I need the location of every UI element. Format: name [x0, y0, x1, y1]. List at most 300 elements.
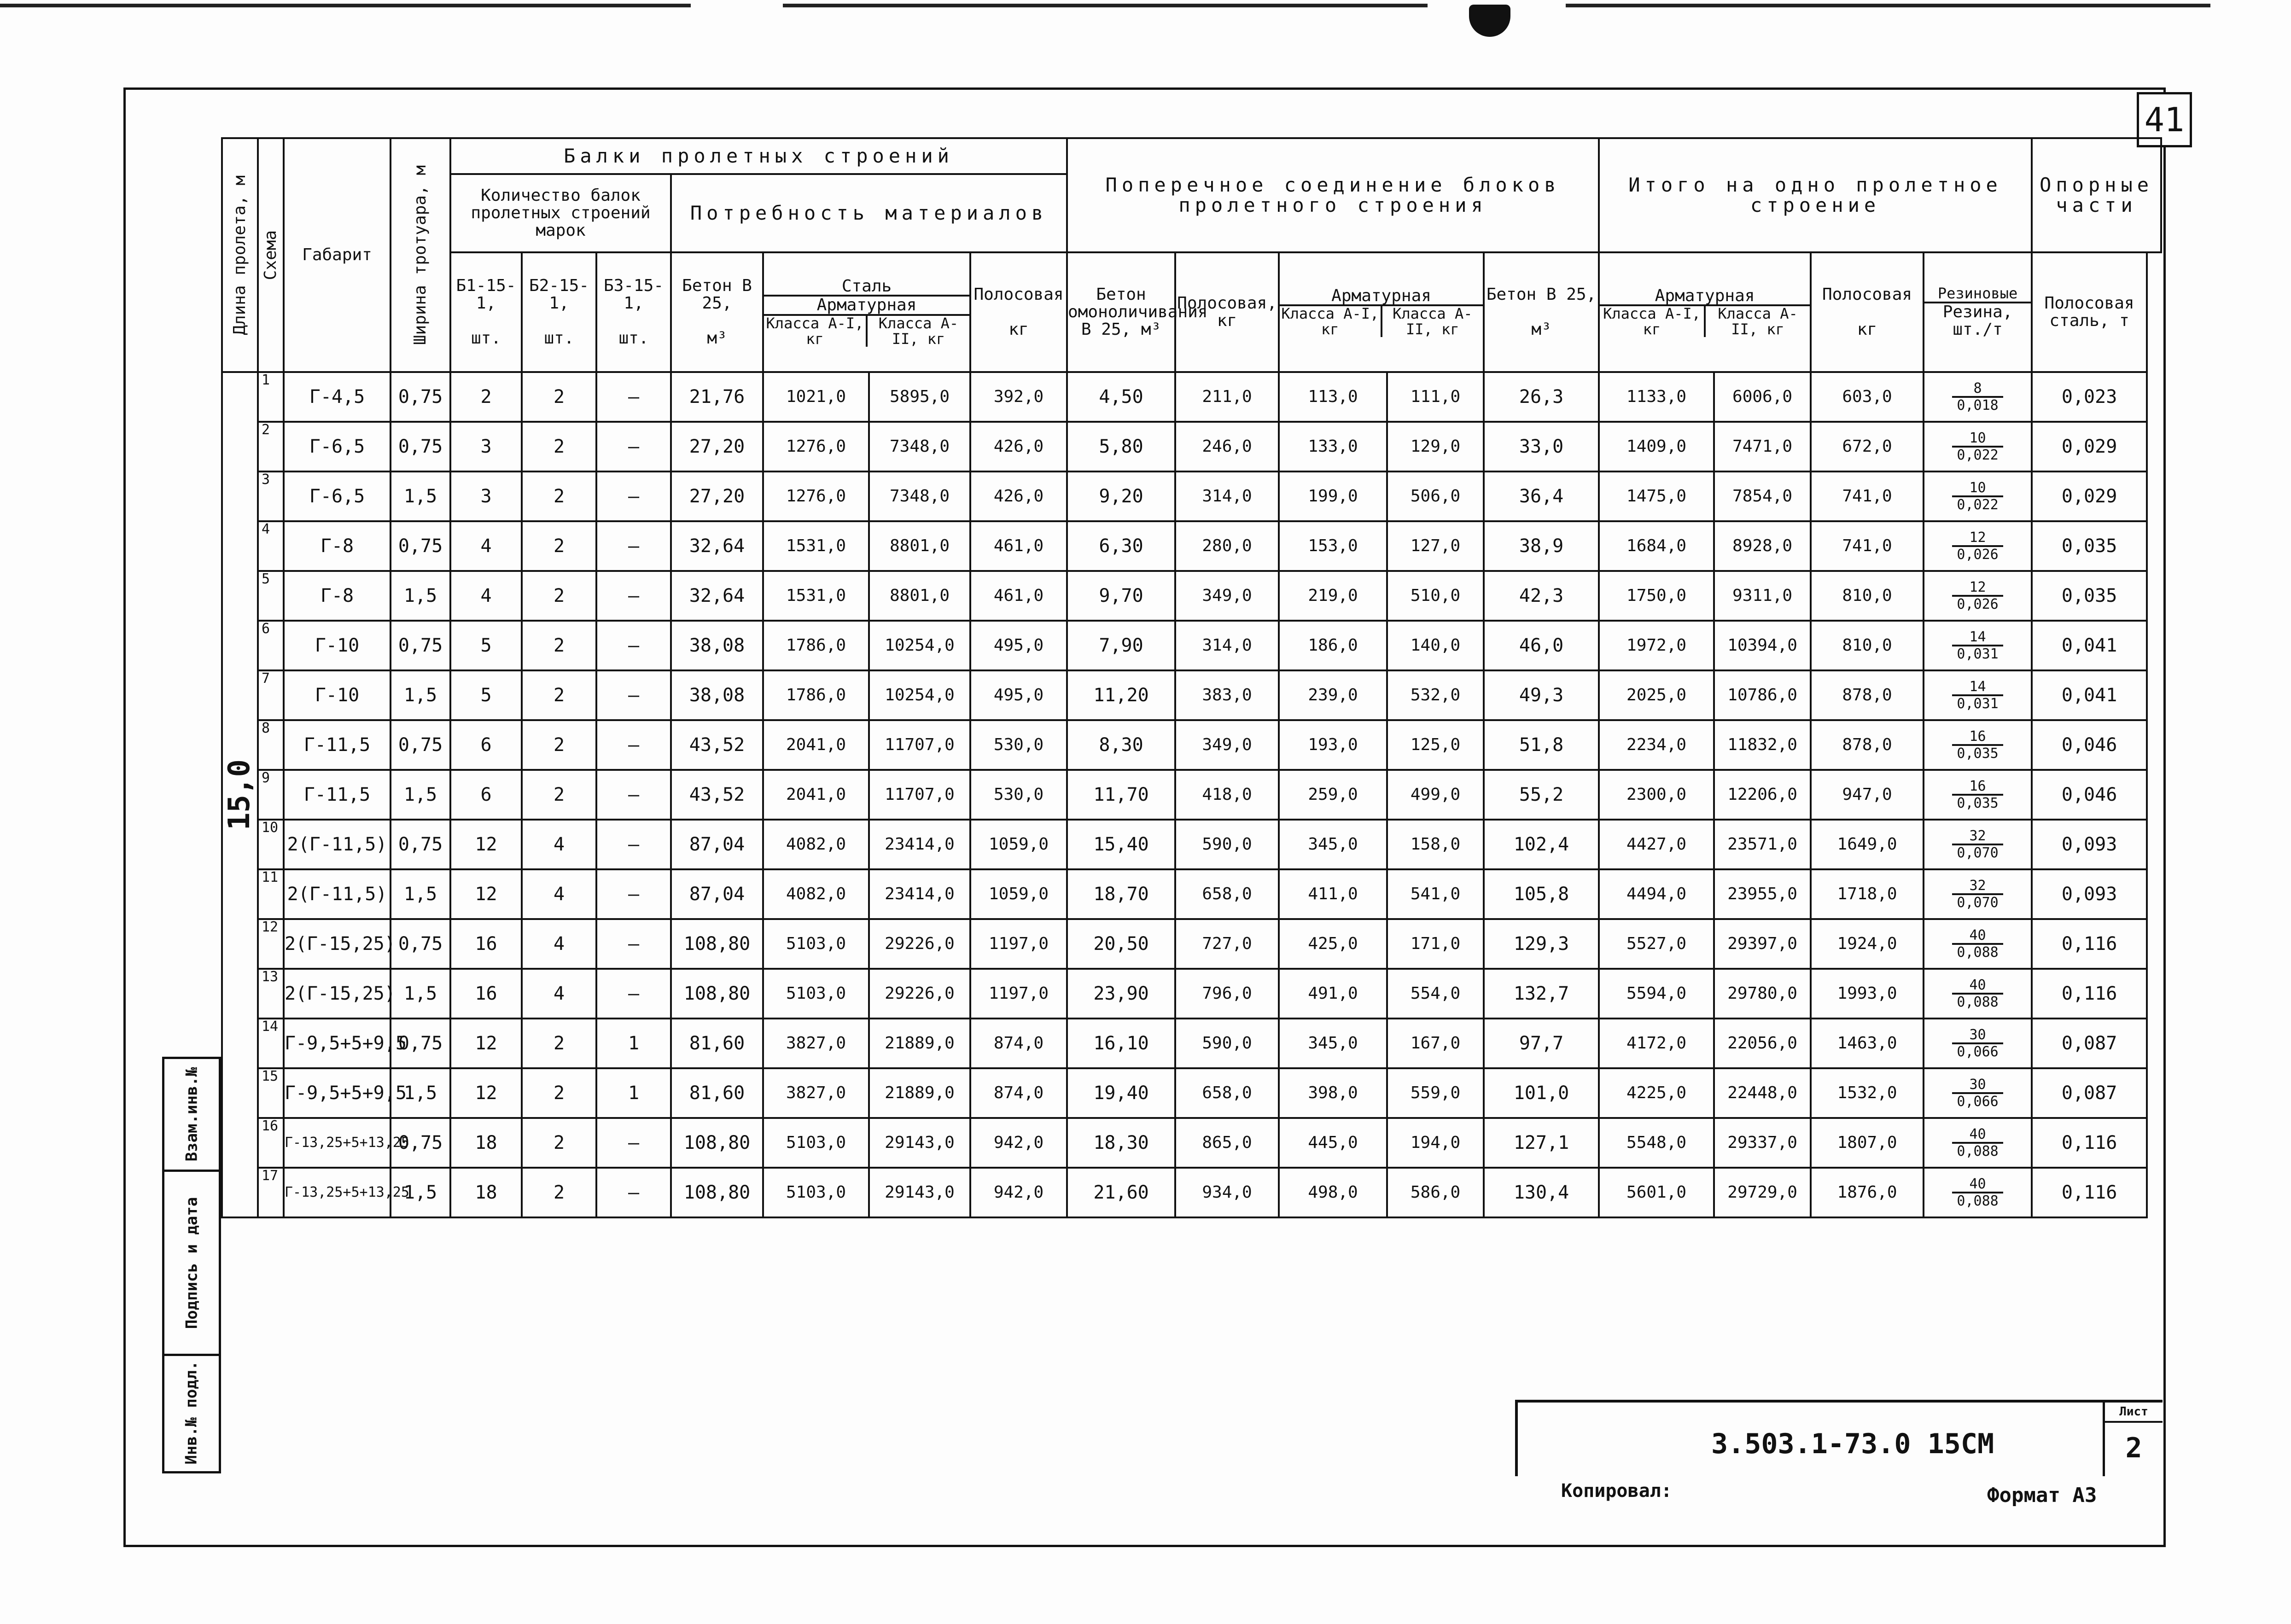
hdr-bearings: Опорные части — [2032, 138, 2161, 252]
table-cell: 11832,0 — [1714, 720, 1811, 770]
table-cell: 491,0 — [1279, 969, 1387, 1019]
table-cell: 942,0 — [970, 1168, 1067, 1217]
table-cell: 559,0 — [1387, 1068, 1484, 1118]
table-cell: — — [596, 770, 671, 820]
table-cell: 4172,0 — [1599, 1019, 1714, 1068]
table-cell: 6 — [258, 621, 284, 670]
table-cell: 87,04 — [671, 820, 763, 869]
table-cell: 1718,0 — [1811, 869, 1924, 919]
table-cell: $\frac{40}{0,088}$ — [1924, 1168, 2032, 1217]
table-cell: 12 — [450, 869, 522, 919]
table-cell: 874,0 — [970, 1019, 1067, 1068]
table-cell: 7348,0 — [869, 471, 970, 521]
table-cell: 1,5 — [391, 571, 450, 621]
table-cell: — — [596, 919, 671, 969]
table-cell: 193,0 — [1279, 720, 1387, 770]
table-cell: 2 — [522, 621, 596, 670]
table-cell: 2(Г-11,5) — [284, 869, 391, 919]
table-cell: 42,3 — [1484, 571, 1599, 621]
table-row — [222, 969, 2161, 1019]
table-cell: 186,0 — [1279, 621, 1387, 670]
table-cell: 510,0 — [1387, 571, 1484, 621]
table-cell: 219,0 — [1279, 571, 1387, 621]
table-cell: 947,0 — [1811, 770, 1924, 820]
table-row — [222, 770, 2161, 820]
table-cell: Г-13,25+5+13,25 — [284, 1118, 391, 1168]
table-cell: 349,0 — [1175, 720, 1279, 770]
table-cell: 2 — [522, 670, 596, 720]
table-cell: 426,0 — [970, 422, 1067, 471]
table-cell: 810,0 — [1811, 571, 1924, 621]
table-row — [222, 1168, 2161, 1217]
table-cell: 3827,0 — [763, 1019, 869, 1068]
table-cell: 741,0 — [1811, 471, 1924, 521]
table-cell: $\frac{14}{0,031}$ — [1924, 621, 2032, 670]
table-cell: $\frac{40}{0,088}$ — [1924, 1118, 2032, 1168]
col-joint-strip: Полосовая, кг — [1175, 252, 1279, 372]
table-cell: 5103,0 — [763, 1118, 869, 1168]
table-cell: 51,8 — [1484, 720, 1599, 770]
table-cell: Г-8 — [284, 521, 391, 571]
table-cell: 0,029 — [2032, 471, 2147, 521]
table-cell: 16 — [450, 969, 522, 1019]
table-cell: Г-13,25+5+13,25 — [284, 1168, 391, 1217]
table-cell: Г-6,5 — [284, 422, 391, 471]
col-rubber: Резиновые Резина, шт./т — [1924, 252, 2032, 372]
table-cell: 38,08 — [671, 621, 763, 670]
table-cell: 10 — [258, 820, 284, 869]
table-cell: $\frac{10}{0,022}$ — [1924, 471, 2032, 521]
table-cell: 2 — [522, 720, 596, 770]
table-cell: 111,0 — [1387, 372, 1484, 422]
ink-blot — [1469, 5, 1510, 37]
table-cell: 129,3 — [1484, 919, 1599, 969]
table-cell: 11,20 — [1067, 670, 1175, 720]
col-rebar: Сталь Арматурная Класса А-I, кг Класса А-II, кг — [763, 252, 970, 372]
table-cell: Г-9,5+5+9,5 — [284, 1019, 391, 1068]
table-cell: 741,0 — [1811, 521, 1924, 571]
table-cell: 11707,0 — [869, 720, 970, 770]
table-row — [222, 471, 2161, 521]
table-cell: 1,5 — [391, 1068, 450, 1118]
table-cell: 8801,0 — [869, 521, 970, 571]
table-cell: 530,0 — [970, 770, 1067, 820]
table-cell: 10394,0 — [1714, 621, 1811, 670]
table-cell: 8801,0 — [869, 571, 970, 621]
table-cell: — — [596, 969, 671, 1019]
col-concrete: Бетон В 25, м³ — [671, 252, 763, 372]
hdr-cross-joint: Поперечное соединение блоков пролетного строения — [1067, 138, 1599, 252]
table-cell: 0,75 — [391, 1118, 450, 1168]
table-cell: 29226,0 — [869, 969, 970, 1019]
table-cell: 5527,0 — [1599, 919, 1714, 969]
table-cell: — — [596, 670, 671, 720]
table-cell: 22056,0 — [1714, 1019, 1811, 1068]
table-cell: 43,52 — [671, 770, 763, 820]
table-cell: 32,64 — [671, 521, 763, 571]
table-cell: 8928,0 — [1714, 521, 1811, 571]
side-stamp-cell: Взам.инв.№ — [164, 1059, 219, 1172]
table-cell: 506,0 — [1387, 471, 1484, 521]
table-row — [222, 372, 2161, 422]
hdr-materials: Потребность материалов — [671, 174, 1067, 252]
table-cell: 4 — [522, 969, 596, 1019]
table-cell: 425,0 — [1279, 919, 1387, 969]
table-cell: $\frac{16}{0,035}$ — [1924, 720, 2032, 770]
table-cell: 32,64 — [671, 571, 763, 621]
table-cell: 1 — [596, 1019, 671, 1068]
table-cell: 11 — [258, 869, 284, 919]
table-cell: 1924,0 — [1811, 919, 1924, 969]
table-cell: 12 — [450, 1019, 522, 1068]
table-cell: 2 — [522, 571, 596, 621]
table-cell: 133,0 — [1279, 422, 1387, 471]
table-cell: 1972,0 — [1599, 621, 1714, 670]
table-cell: 108,80 — [671, 919, 763, 969]
sheet-box — [2103, 1403, 2163, 1476]
table-cell: 0,035 — [2032, 571, 2147, 621]
table-cell: 0,75 — [391, 1019, 450, 1068]
table-row — [222, 670, 2161, 720]
col-b2: Б2-15-1, шт. — [522, 252, 596, 372]
table-cell: 1786,0 — [763, 621, 869, 670]
table-cell: Г-10 — [284, 621, 391, 670]
col-strip: Полосовая кг — [970, 252, 1067, 372]
table-cell: 461,0 — [970, 521, 1067, 571]
table-cell: 1531,0 — [763, 521, 869, 571]
table-cell: 15 — [258, 1068, 284, 1118]
table-cell: Г-4,5 — [284, 372, 391, 422]
table-cell: 5,80 — [1067, 422, 1175, 471]
hdr-total: Итого на одно пролетное строение — [1599, 138, 2032, 252]
table-cell: $\frac{16}{0,035}$ — [1924, 770, 2032, 820]
table-cell: 2 — [522, 422, 596, 471]
table-cell: $\frac{30}{0,066}$ — [1924, 1019, 2032, 1068]
table-cell: 727,0 — [1175, 919, 1279, 969]
table-row — [222, 720, 2161, 770]
col-total-strip: Полосовая кг — [1811, 252, 1924, 372]
table-cell: 2 — [522, 372, 596, 422]
scan-line — [0, 4, 691, 7]
table-cell: 0,116 — [2032, 969, 2147, 1019]
table-cell: 426,0 — [970, 471, 1067, 521]
table-cell: 130,4 — [1484, 1168, 1599, 1217]
table-cell: 2 — [522, 1068, 596, 1118]
table-row — [222, 919, 2161, 969]
table-cell: Г-11,5 — [284, 770, 391, 820]
table-cell: 12 — [450, 820, 522, 869]
table-cell: 29397,0 — [1714, 919, 1811, 969]
table-cell: 0,041 — [2032, 621, 2147, 670]
table-cell: 19,40 — [1067, 1068, 1175, 1118]
col-total-concrete: Бетон В 25, м³ — [1484, 252, 1599, 372]
table-cell: 12 — [258, 919, 284, 969]
table-cell: 38,08 — [671, 670, 763, 720]
table-cell: 672,0 — [1811, 422, 1924, 471]
table-cell: 0,023 — [2032, 372, 2147, 422]
table-cell: 0,087 — [2032, 1019, 2147, 1068]
sheet-label: Лист — [2105, 1403, 2163, 1423]
table-cell: 11,70 — [1067, 770, 1175, 820]
table-row — [222, 820, 2161, 869]
table-cell: 1276,0 — [763, 422, 869, 471]
table-cell: 17 — [258, 1168, 284, 1217]
table-cell: $\frac{12}{0,026}$ — [1924, 571, 2032, 621]
table-cell: 21,60 — [1067, 1168, 1175, 1217]
table-cell: 105,8 — [1484, 869, 1599, 919]
table-cell: 1475,0 — [1599, 471, 1714, 521]
table-cell: $\frac{14}{0,031}$ — [1924, 670, 2032, 720]
table-cell: 5895,0 — [869, 372, 970, 422]
col-span-length: Длина пролета, м — [222, 138, 258, 372]
table-cell: $\frac{12}{0,026}$ — [1924, 521, 2032, 571]
table-cell: 22448,0 — [1714, 1068, 1811, 1118]
table-cell: 10254,0 — [869, 621, 970, 670]
table-cell: 12206,0 — [1714, 770, 1811, 820]
col-strip-steel: Полосовая сталь, т — [2032, 252, 2147, 372]
table-cell: 4225,0 — [1599, 1068, 1714, 1118]
table-cell: 0,041 — [2032, 670, 2147, 720]
table-cell: — — [596, 720, 671, 770]
table-cell: 8,30 — [1067, 720, 1175, 770]
table-cell: 0,035 — [2032, 521, 2147, 571]
table-cell: 0,093 — [2032, 820, 2147, 869]
table-cell: 23414,0 — [869, 869, 970, 919]
format-label: Формат А3 — [1987, 1484, 2097, 1507]
table-cell: 4 — [258, 521, 284, 571]
table-cell: 398,0 — [1279, 1068, 1387, 1118]
table-cell: 532,0 — [1387, 670, 1484, 720]
table-row — [222, 521, 2161, 571]
table-cell: 13 — [258, 969, 284, 1019]
table-cell: 810,0 — [1811, 621, 1924, 670]
table-row — [222, 1118, 2161, 1168]
table-cell: 3 — [258, 471, 284, 521]
col-joint-rebar: Арматурная Класса А-I, кг Класса А-II, кг — [1279, 252, 1484, 372]
table-row — [222, 1019, 2161, 1068]
hdr-beam-count: Количество балок пролетных строений марок — [450, 174, 671, 252]
table-cell: 2(Г-15,25) — [284, 969, 391, 1019]
table-cell: 5 — [450, 670, 522, 720]
table-cell: 87,04 — [671, 869, 763, 919]
table-cell: 20,50 — [1067, 919, 1175, 969]
title-block — [1515, 1400, 2163, 1476]
table-cell: $\frac{8}{0,018}$ — [1924, 372, 2032, 422]
table-cell: 108,80 — [671, 1118, 763, 1168]
table-cell: 132,7 — [1484, 969, 1599, 1019]
table-cell: 4494,0 — [1599, 869, 1714, 919]
table-cell: 129,0 — [1387, 422, 1484, 471]
table-cell: 101,0 — [1484, 1068, 1599, 1118]
table-cell: 0,093 — [2032, 869, 2147, 919]
table-cell: — — [596, 869, 671, 919]
table-cell: 1 — [596, 1068, 671, 1118]
table-cell: 113,0 — [1279, 372, 1387, 422]
table-cell: 29143,0 — [869, 1168, 970, 1217]
table-cell: 33,0 — [1484, 422, 1599, 471]
table-cell: 865,0 — [1175, 1118, 1279, 1168]
table-cell: $\frac{40}{0,088}$ — [1924, 919, 2032, 969]
table-cell: 6 — [450, 770, 522, 820]
table-cell: 0,75 — [391, 621, 450, 670]
table-cell: 3 — [450, 471, 522, 521]
table-cell: 1,5 — [391, 1168, 450, 1217]
table-cell: 878,0 — [1811, 720, 1924, 770]
table-cell: 590,0 — [1175, 1019, 1279, 1068]
copied-label: Копировал: — [1561, 1480, 1672, 1502]
table-cell: 0,116 — [2032, 1168, 2147, 1217]
table-cell: 158,0 — [1387, 820, 1484, 869]
table-cell: 4082,0 — [763, 869, 869, 919]
table-cell: 9311,0 — [1714, 571, 1811, 621]
table-cell: 5 — [258, 571, 284, 621]
col-gabarit: Габарит — [284, 138, 391, 372]
table-cell: 554,0 — [1387, 969, 1484, 1019]
table-cell: — — [596, 372, 671, 422]
scan-line — [1566, 4, 2210, 7]
table-cell: 7 — [258, 670, 284, 720]
table-cell: 4427,0 — [1599, 820, 1714, 869]
table-cell: 1,5 — [391, 869, 450, 919]
table-cell: 6006,0 — [1714, 372, 1811, 422]
table-cell: 1409,0 — [1599, 422, 1714, 471]
table-cell: 2 — [522, 1168, 596, 1217]
table-cell: 49,3 — [1484, 670, 1599, 720]
table-cell: 199,0 — [1279, 471, 1387, 521]
table-cell: 7,90 — [1067, 621, 1175, 670]
table-cell: 26,3 — [1484, 372, 1599, 422]
table-cell: 1993,0 — [1811, 969, 1924, 1019]
table-cell: 345,0 — [1279, 820, 1387, 869]
table-cell: 5601,0 — [1599, 1168, 1714, 1217]
table-cell: 18,70 — [1067, 869, 1175, 919]
table-cell: 2(Г-15,25) — [284, 919, 391, 969]
table-cell: 16,10 — [1067, 1019, 1175, 1068]
table-cell: 27,20 — [671, 422, 763, 471]
table-cell: 1197,0 — [970, 919, 1067, 969]
col-sidewalk: Ширина тротуара, м — [391, 138, 450, 372]
table-cell: 1649,0 — [1811, 820, 1924, 869]
table-cell: 1750,0 — [1599, 571, 1714, 621]
table-cell: 1059,0 — [970, 869, 1067, 919]
table-row — [222, 571, 2161, 621]
table-cell: 1876,0 — [1811, 1168, 1924, 1217]
table-cell: 5594,0 — [1599, 969, 1714, 1019]
table-cell: 29729,0 — [1714, 1168, 1811, 1217]
table-cell: 55,2 — [1484, 770, 1599, 820]
table-cell: 878,0 — [1811, 670, 1924, 720]
table-cell: 4,50 — [1067, 372, 1175, 422]
table-cell: 1197,0 — [970, 969, 1067, 1019]
table-cell: 8 — [258, 720, 284, 770]
table-cell: 211,0 — [1175, 372, 1279, 422]
table-cell: — — [596, 621, 671, 670]
table-cell: 81,60 — [671, 1019, 763, 1068]
table-cell: 108,80 — [671, 1168, 763, 1217]
table-cell: 5103,0 — [763, 969, 869, 1019]
table-cell: 2234,0 — [1599, 720, 1714, 770]
table-cell: 0,087 — [2032, 1068, 2147, 1118]
table-cell: 392,0 — [970, 372, 1067, 422]
side-stamp-cell: Подпись и дата — [164, 1172, 219, 1356]
table-cell: 1807,0 — [1811, 1118, 1924, 1168]
doc-code: 3.503.1-73.0 15СМ — [1711, 1428, 1994, 1460]
table-cell: 1684,0 — [1599, 521, 1714, 571]
table-cell: 29226,0 — [869, 919, 970, 969]
table-cell: 27,20 — [671, 471, 763, 521]
scan-line — [783, 4, 1428, 7]
table-cell: 7348,0 — [869, 422, 970, 471]
table-cell: 314,0 — [1175, 621, 1279, 670]
table-cell: 4 — [522, 820, 596, 869]
table-row — [222, 1068, 2161, 1118]
table-cell: 586,0 — [1387, 1168, 1484, 1217]
table-cell: 15,40 — [1067, 820, 1175, 869]
table-cell: 3 — [450, 422, 522, 471]
table-cell: $\frac{32}{0,070}$ — [1924, 869, 2032, 919]
table-cell: 498,0 — [1279, 1168, 1387, 1217]
page-number: 41 — [2137, 92, 2192, 147]
table-cell: 0,75 — [391, 820, 450, 869]
table-cell: 81,60 — [671, 1068, 763, 1118]
table-cell: 2(Г-11,5) — [284, 820, 391, 869]
table-row — [222, 422, 2161, 471]
table-cell: 7854,0 — [1714, 471, 1811, 521]
table-cell: 7471,0 — [1714, 422, 1811, 471]
table-cell: 1532,0 — [1811, 1068, 1924, 1118]
table-cell: 29143,0 — [869, 1118, 970, 1168]
table-cell: 29337,0 — [1714, 1118, 1811, 1168]
table-cell: 3827,0 — [763, 1068, 869, 1118]
table-cell: 21889,0 — [869, 1019, 970, 1068]
table-cell: 0,75 — [391, 720, 450, 770]
table-cell: $\frac{10}{0,022}$ — [1924, 422, 2032, 471]
table-cell: 796,0 — [1175, 969, 1279, 1019]
table-cell: Г-10 — [284, 670, 391, 720]
table-cell: 6,30 — [1067, 521, 1175, 571]
table-cell: 9,70 — [1067, 571, 1175, 621]
table-cell: 1276,0 — [763, 471, 869, 521]
table-cell: 2 — [522, 770, 596, 820]
table-cell: 2041,0 — [763, 720, 869, 770]
table-cell: 0,116 — [2032, 1118, 2147, 1168]
table-cell: 18 — [450, 1118, 522, 1168]
table-cell: 16 — [258, 1118, 284, 1168]
table-cell: 194,0 — [1387, 1118, 1484, 1168]
table-cell: 6 — [450, 720, 522, 770]
table-cell: 530,0 — [970, 720, 1067, 770]
table-cell: 603,0 — [1811, 372, 1924, 422]
side-stamp — [162, 1057, 221, 1473]
table-cell: 127,0 — [1387, 521, 1484, 571]
table-cell: 1059,0 — [970, 820, 1067, 869]
table-cell: 0,75 — [391, 919, 450, 969]
table-cell: 43,52 — [671, 720, 763, 770]
table-row — [222, 621, 2161, 670]
table-cell: 46,0 — [1484, 621, 1599, 670]
table-cell: 102,4 — [1484, 820, 1599, 869]
table-cell: 4 — [522, 869, 596, 919]
table-cell: 97,7 — [1484, 1019, 1599, 1068]
table-cell: 1,5 — [391, 471, 450, 521]
table-cell: Г-11,5 — [284, 720, 391, 770]
table-cell: 658,0 — [1175, 869, 1279, 919]
table-cell: 942,0 — [970, 1118, 1067, 1168]
col-b3: Б3-15-1, шт. — [596, 252, 671, 372]
table-cell: Г-8 — [284, 571, 391, 621]
col-mono-concrete: Бетон омоноличивания В 25, м³ — [1067, 252, 1175, 372]
table-cell: 9 — [258, 770, 284, 820]
